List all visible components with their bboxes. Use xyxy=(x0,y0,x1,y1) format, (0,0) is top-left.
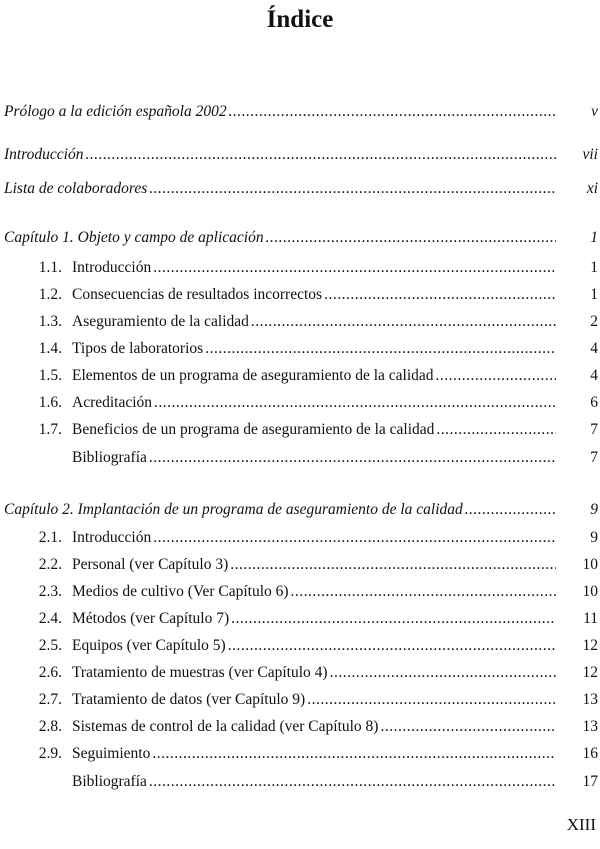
toc-entry-number: 2.4. xyxy=(38,610,62,627)
toc-entry-page: 11 xyxy=(583,610,598,627)
toc-entry-title: Prólogo a la edición española 2002 xyxy=(4,103,227,120)
page-number: XIII xyxy=(566,815,596,834)
toc-entry xyxy=(4,146,598,168)
toc-entry xyxy=(4,664,598,686)
toc-entry-title: Introducción xyxy=(72,529,152,546)
toc-entry-page: 12 xyxy=(582,637,598,654)
dot-leader xyxy=(291,583,556,601)
toc-entry-number: 2.6. xyxy=(38,664,62,681)
toc-entry-page: 13 xyxy=(582,718,598,735)
toc-entry xyxy=(4,259,598,281)
toc-entry xyxy=(4,773,598,795)
toc-entry-number: 1.1. xyxy=(38,259,62,276)
toc-entry xyxy=(4,718,598,740)
toc-entry-number: 2.2. xyxy=(38,556,62,573)
dot-leader xyxy=(230,556,556,574)
toc-entry-page: 6 xyxy=(590,394,598,411)
dot-leader xyxy=(228,637,556,655)
dot-leader xyxy=(251,313,556,331)
toc-entry-page: 1 xyxy=(590,286,598,303)
toc-entry xyxy=(4,229,598,251)
toc-entry-page: 4 xyxy=(590,367,598,384)
dot-leader xyxy=(153,529,556,547)
toc-entry-title: Bibliografía xyxy=(72,449,147,466)
toc-entry xyxy=(4,610,598,632)
toc-entry-page: 10 xyxy=(582,556,598,573)
dot-leader xyxy=(266,229,556,247)
toc-entry-title: Métodos (ver Capítulo 7) xyxy=(72,610,230,627)
toc-entry-title: Beneficios de un programa de aseguramiento de la calidad xyxy=(72,421,435,438)
toc-entry-page: 2 xyxy=(590,313,598,330)
toc-entry-title: Sistemas de control de la calidad (ver Capítulo 8) xyxy=(72,718,379,735)
toc-entry xyxy=(4,340,598,362)
toc-entry-number: 2.1. xyxy=(38,529,62,546)
dot-leader xyxy=(149,180,556,198)
toc-entry-title: Equipos (ver Capítulo 5) xyxy=(72,637,226,654)
toc-entry-title: Personal (ver Capítulo 3) xyxy=(72,556,229,573)
toc-entry-page: 7 xyxy=(590,421,598,438)
toc-entry-title: Capítulo 1. Objeto y campo de aplicación xyxy=(4,229,264,246)
dot-leader xyxy=(380,718,556,736)
toc-entry-title: Medios de cultivo (Ver Capítulo 6) xyxy=(72,583,289,600)
toc-entry-title: Introducción xyxy=(4,146,84,163)
toc-entry xyxy=(4,691,598,713)
dot-leader xyxy=(231,610,556,628)
toc-entry-number: 1.4. xyxy=(38,340,62,357)
toc-entry xyxy=(4,583,598,605)
toc-entry-title: Acreditación xyxy=(72,394,153,411)
dot-leader xyxy=(324,286,556,304)
toc-entry-page: 10 xyxy=(582,583,598,600)
dot-leader xyxy=(465,501,556,519)
toc-entry-page: 12 xyxy=(582,664,598,681)
dot-leader xyxy=(153,259,556,277)
dot-leader xyxy=(229,103,556,121)
dot-leader xyxy=(436,367,556,385)
toc-entry-number: 1.5. xyxy=(38,367,62,384)
toc-entry-number: 1.2. xyxy=(38,286,62,303)
toc-entry-page: 1 xyxy=(590,229,598,246)
toc-entry xyxy=(4,180,598,202)
toc-entry-page: 16 xyxy=(582,745,598,762)
toc-entry-number: 2.3. xyxy=(38,583,62,600)
dot-leader xyxy=(86,146,557,164)
toc-entry-page: xi xyxy=(586,180,598,197)
toc-entry-title: Tratamiento de muestras (ver Capítulo 4) xyxy=(72,664,328,681)
toc-entry-number: 2.7. xyxy=(38,691,62,708)
dot-leader xyxy=(149,773,556,791)
toc-entry xyxy=(4,421,598,443)
page-title: Índice xyxy=(266,6,334,33)
dot-leader xyxy=(152,745,556,763)
toc-entry-title: Seguimiento xyxy=(72,745,151,762)
toc-entry-title: Introducción xyxy=(72,259,152,276)
toc-entry-page: 1 xyxy=(590,259,598,276)
toc-entry xyxy=(4,529,598,551)
toc-entry-page: 17 xyxy=(582,773,598,790)
dot-leader xyxy=(307,691,556,709)
toc-entry-title: Aseguramiento de la calidad xyxy=(72,313,249,330)
toc-entry-title: Lista de colaboradores xyxy=(4,180,148,197)
dot-leader xyxy=(205,340,556,358)
toc-entry-page: 9 xyxy=(590,529,598,546)
toc-entry-title: Consecuencias de resultados incorrectos xyxy=(72,286,323,303)
toc-entry xyxy=(4,286,598,308)
toc-entry-number: 2.5. xyxy=(38,637,62,654)
toc-entry xyxy=(4,449,598,471)
toc-entry xyxy=(4,103,598,125)
dot-leader xyxy=(149,449,556,467)
dot-leader xyxy=(330,664,556,682)
toc-entry-number: 1.3. xyxy=(38,313,62,330)
toc-entry-page: 7 xyxy=(590,449,598,466)
toc-entry-page: vii xyxy=(582,146,598,163)
toc-entry xyxy=(4,501,598,523)
dot-leader xyxy=(154,394,556,412)
toc-entry-title: Elementos de un programa de aseguramiento de la calidad xyxy=(72,367,434,384)
toc-entry xyxy=(4,394,598,416)
toc-entry-title: Tipos de laboratorios xyxy=(72,340,204,357)
toc-entry-number: 2.9. xyxy=(38,745,62,762)
dot-leader xyxy=(436,421,556,439)
toc-entry xyxy=(4,745,598,767)
toc-entry xyxy=(4,637,598,659)
toc-entry-title: Capítulo 2. Implantación de un programa de aseguramiento de la calidad xyxy=(4,501,463,518)
toc-entry-number: 1.7. xyxy=(38,421,62,438)
toc-entry-page: 4 xyxy=(590,340,598,357)
toc-entry-number: 1.6. xyxy=(38,394,62,411)
toc-entry-number: 2.8. xyxy=(38,718,62,735)
toc-entry-title: Tratamiento de datos (ver Capítulo 9) xyxy=(72,691,306,708)
toc-entry-page: 9 xyxy=(590,501,598,518)
toc-entry xyxy=(4,556,598,578)
toc-entry-page: v xyxy=(591,103,598,120)
toc-entry xyxy=(4,313,598,335)
toc-entry-page: 13 xyxy=(582,691,598,708)
toc-entry-title: Bibliografía xyxy=(72,773,147,790)
toc-entry xyxy=(4,367,598,389)
